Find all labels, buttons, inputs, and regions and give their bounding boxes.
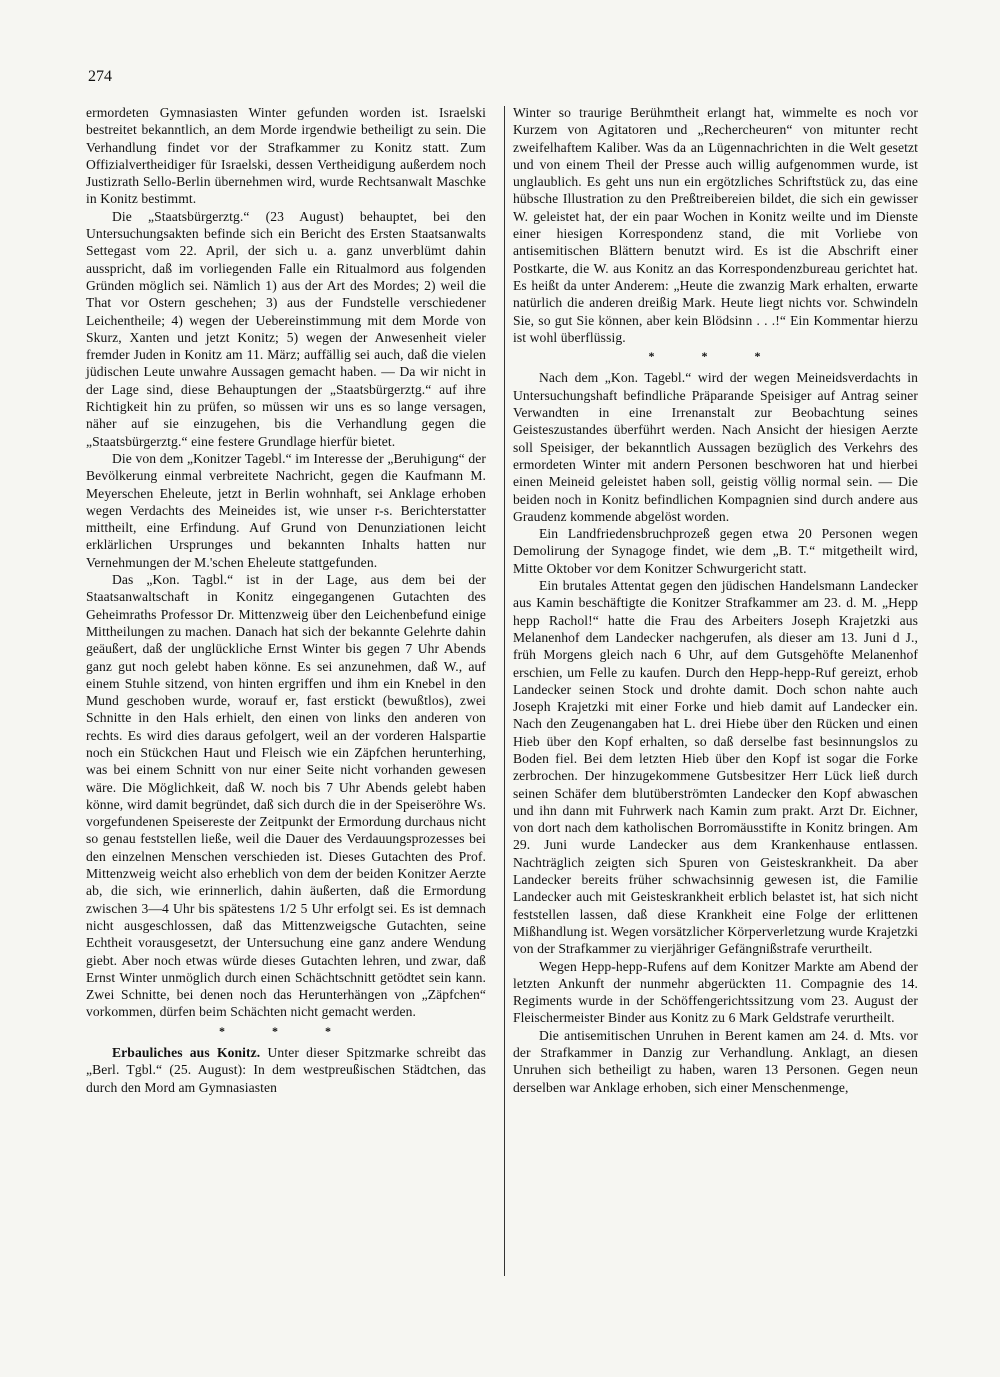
right-paragraph-4: Ein brutales Attentat gegen den jüdischen Handelsmann Landecker aus Kamin beschäftigte die Konitzer Strafkammer am 23. d. M. „Hepp hepp Rachol!“ hatte die Frau des Arbeiters Joseph Krajetzki aus Melanenhof dem Landecker nachgerufen, als dieser am 13. Juni d J., früh Morgens gleich nach 6 Uhr, auf dem Gutsgehöfte Melanenhof erschien, um Felle zu kaufen. Durch den Hepp-hepp-Ruf gereizt, erhob Landecker seinen Stock und drohte damit. Doch schon nahte auch Joseph Krajetzki mit einer Forke und hieb damit auf Landecker ein. Nach den Zeugenangaben hat L. drei Hiebe über den Rücken und einen Hieb über den Kopf erhalten, so daß derselbe fast besinnungslos zu Boden fiel. Bei dem letzten Hieb über den Kopf ist sogar die Forke zerbrochen. Der hinzugekommene Gutsbesitzer Herr Lück ließ durch seinen Schäfer dem blutüberströmten Landecker den Kopf abwaschen und ihn dann mit Fuhrwerk nach Kamin zum prakt. Arzt Dr. Eichner, von dort nach dem katholischen Borromäusstifte in Konitz bringen. Am 29. Juni wurde Landecker aus dem Krankenhause entlassen. Nachträglich zeigten sich Spuren von Geisteskrankheit. Da aber Landecker bereits früher schwachsinnig gewesen ist, die Familie Landecker auch mit Geisteskrankheit erblich belastet ist, hat sich nicht feststellen lassen, daß diese Krankheit eine Folge der erlittenen Mißhandlung ist. Wegen vorsätzlicher Körperverletzung wurde Krajetzki von der Strafkammer zu vierjähriger Gefängnißstrafe verurtheilt.	[513, 578, 918, 957]
right-column	[513, 104, 918, 1096]
left-paragraph-2: Die „Staatsbürgerztg.“ (23 August) behauptet, bei den Untersuchungsakten befinde sich ein Bericht des Ersten Staatsanwalts Settegast vom 22. April, der sich u. a. ganz unverblümt dahin ausspricht, daß im vorliegenden Falle ein Ritualmord aus folgenden Gründen möglich sei. Nämlich 1) aus der Art des Mordes; 2) weil die That vor Ostern geschehen; 3) aus der Fundstelle verschiedener Leichentheile; 4) wegen der Uebereinstimmung mit dem Morde von Skurz, Xanten und jetzt Konitz; 5) wegen der Anwesenheit vieler fremder Juden in Konitz am 11. März; auffällig sei auch, daß die vielen jüdischen Leute unwahre Aussagen gemacht haben. — Da wir nicht in der Lage sind, diese Behauptungen der „Staatsbürgerztg.“ auf ihre Richtigkeit hin zu prüfen, so müssen wir uns es so lange versagen, näher auf sie einzugehen, bis die Verhandlung gegen die „Staatsbürgerztg.“ eine festere Grundlage hierfür bietet.	[86, 208, 486, 449]
section-heading: Erbauliches aus Konitz.	[112, 1045, 261, 1061]
page-number: 274	[88, 68, 112, 85]
left-column	[86, 104, 486, 1096]
left-paragraph-4: Das „Kon. Tagbl.“ ist in der Lage, aus dem bei der Staatsanwaltschaft in Konitz eingegangenen Gutachten des Geheimraths Professor Dr. Mittenzweig über den Leichenbefund einige Mittheilungen zu machen. Danach hat sich der bekannte Gelehrte dahin geäußert, daß der unglückliche Ernst Winter bis gegen 7 Uhr Abends ganz gut noch gelebt haben könne. Es sei anzunehmen, daß W., auf einem Stuhle sitzend, von hinten ergriffen und ihm ein Knebel in den Mund geschoben wurde, worauf er, fast erstickt (bewußtlos), zwei Schnitte in den Hals erhielt, den einen von links den anderen von rechts. Es wird dies daraus gefolgert, weil an der vorderen Halspartie noch ein Stückchen Haut und Fleisch wie ein Zäpfchen herunterhing, was bei einem Schnitt von nur einer Seite nicht vorhanden gewesen wäre. Die Möglichkeit, daß W. noch bis 7 Uhr Abends gelebt haben könne, wird damit begründet, daß sich durch die in der Speiseröhre Ws. vorgefundenen Speisereste der Zeitpunkt der Ermordung durchaus nicht so genau feststellen ließe, weil die Dauer des Verdauungsprozesses bei den einzelnen Menschen verschieden ist. Dieses Gutachten des Prof. Mittenzweig weicht also erheblich von dem der beiden Konitzer Aerzte ab, die sich, wie erinnerlich, dahin äußerten, daß die Ermordung zwischen 3—4 Uhr bis spätestens 1/2 5 Uhr erfolgt sei. Es ist demnach nicht ausgeschlossen, daß das Mittenzweigsche Gutachten, seine Echtheit vorausgesetzt, der Untersuchung eine ganz andere Wendung giebt. Aber noch etwas würde dieses Gutachten lehren, und zwar, daß Ernst Winter unmöglich durch einen Schächtschnitt getödtet sein kann. Zwei Schnitte, bei denen noch das Herunterhängen von „Zäpfchen“ vorkommen, dürfen beim Schächten nicht gemacht werden.	[86, 572, 486, 1020]
right-paragraph-1: Winter so traurige Berühmtheit erlangt hat, wimmelte es noch vor Kurzem von Agitatoren und „Recherchеuren“ von mitunter recht zweifelhaftem Kaliber. Was da an Lügennachrichten in die Welt gesetzt und von einem Theil der Presse auch willig aufgenommen wurde, ist unglaublich. Es geht uns nun ein ergötzliches Schriftstück zu, das eine hübsche Illustration zu den Preßtreibereien bildet, die sich ein gewisser W. geleistet hat, der ein paar Wochen in Konitz weilte und im Dienste einer hiesigen Korrespondenz stand, die mit Vorliebe von antisemitischen Blättern benutzt wird. Es ist die Abschrift einer Postkarte, die W. aus Konitz an das Korrespondenzbureau gerichtet hat. Es heißt da unter Anderem: „Heute die zwanzig Mark erhalten, erwarte natürlich die anderen dreißig Mark. Heute liegt nichts vor. Schwindeln Sie, so gut Sie können, aber kein Blödsinn . . .!“ Ein Kommentar hierzu ist wohl überflüssig.	[513, 105, 918, 345]
left-paragraph-1: ermordeten Gymnasiasten Winter gefunden worden ist. Israelski bestreitet bekanntlich, an dem Morde irgendwie betheiligt zu sein. Die Verhandlung findet vor der Strafkammer zu Konitz statt. Zum Offizialvertheidiger für Israelski, dessen Vertheidigung außerdem noch Justizrath Sello-Berlin übernehmen wird, wurde Rechtsanwalt Maschke in Konitz bestimmt.	[86, 105, 486, 207]
right-paragraph-5: Wegen Hepp-hepp-Rufens auf dem Konitzer Markte am Abend der letzten Ankunft der nunmehr abgerückten 11. Compagnie des 14. Regiments wurde in der Schöffengerichtssitzung vom 23. August der Fleischermeister Binder aus Konitz zu 6 Mark Geldstrafe verurtheilt.	[513, 958, 918, 1026]
section-separator: * * *	[219, 1023, 353, 1038]
left-paragraph-5-text: Unter dieser Spitzmarke schreibt das „Berl. Tgbl.“ (25. August): In dem westpreußischen Städtchen, das durch den Mord am Gymnasiasten	[86, 1045, 486, 1095]
section-separator: * * *	[648, 349, 783, 364]
right-paragraph-2: Nach dem „Kon. Tagebl.“ wird der wegen Meineidsverdachts in Untersuchungshaft befindliche Präparande Speisiger auf Antrag seiner Verwandten in eine Irrenanstalt zur Beobachtung seines Geisteszustandes überführt werden. Nach Ansicht der hiesigen Aerzte soll Speisiger, der bekanntlich Aussagen bezüglich des Verkehrs des ermordeten Winter mit andern Personen beschworen hat und hierbei einen Meineid geleistet haben soll, geistig völlig normal sein. — Die beiden noch in Konitz befindlichen Kompagnien sind durch andere aus Graudenz kommende abgelöst worden.	[513, 370, 918, 524]
left-paragraph-3: Die von dem „Konitzer Tagebl.“ im Interesse der „Beruhigung“ der Bevölkerung einmal verbreitete Nachricht, gegen die Kaufmann M. Meyerschen Eheleute, jetzt in Berlin wohnhaft, sei Anklage erhoben wegen Verdachts des Meineides ist, wie unser r-s. Berichterstatter mittheilt, eine Erfindung. Auf Grund von Denunziationen leicht erklärlichen Ursprunges und bekannten Inhalts hatten nur Vernehmungen der M.'schen Eheleute stattgefunden.	[86, 450, 486, 570]
left-paragraph-5	[86, 1044, 486, 1096]
right-paragraph-6: Die antisemitischen Unruhen in Berent kamen am 24. d. Mts. vor der Strafkammer in Danzig zur Verhandlung. Anklagt, an diesen Unruhen sich betheiligt zu haben, waren 13 Personen. Gegen neun derselben war Anklage erhoben, sich einer Menschenmenge,	[513, 1027, 918, 1095]
right-paragraph-3: Ein Landfriedensbruchprozeß gegen etwa 20 Personen wegen Demolirung der Synagoge findet, wie dem „B. T.“ mitgetheilt wird, Mitte Oktober vor dem Konitzer Schwurgericht statt.	[513, 526, 918, 576]
column-divider	[504, 106, 505, 1276]
